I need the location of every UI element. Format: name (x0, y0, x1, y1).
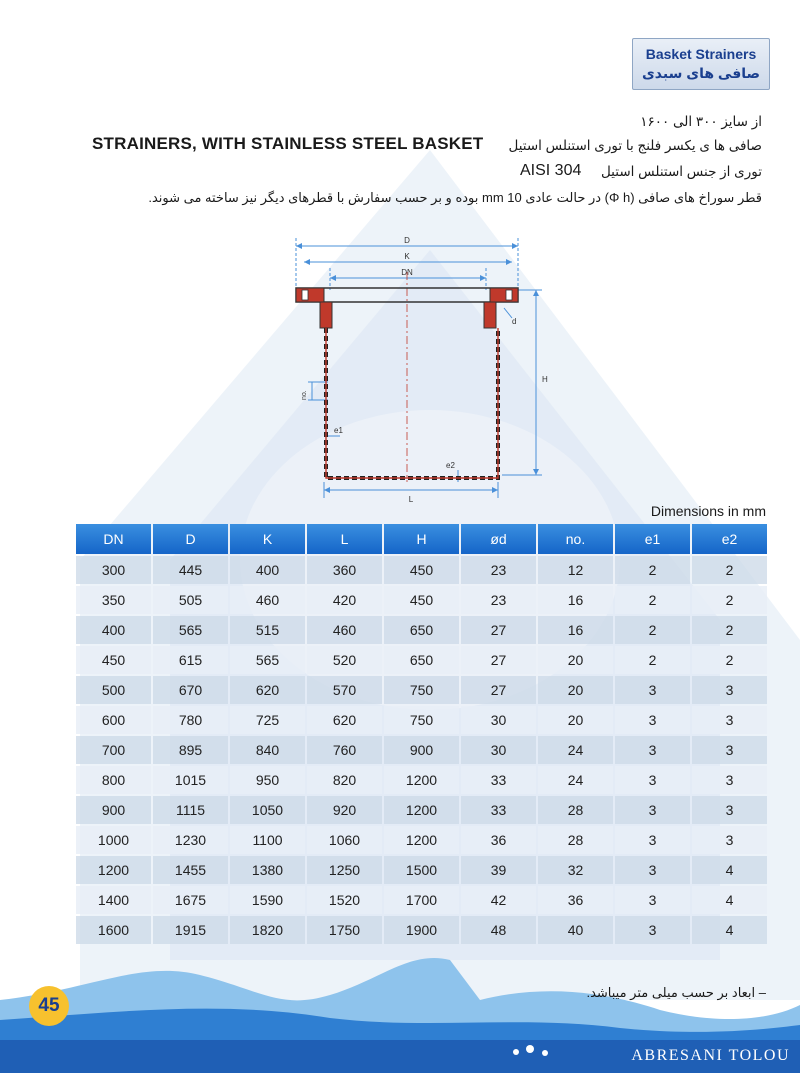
section-badge (632, 38, 770, 90)
cell: 20 (538, 706, 613, 734)
cell: 670 (153, 676, 228, 704)
col-header-k: K (230, 524, 305, 554)
label-e1: e1 (334, 426, 343, 435)
cell: 3 (692, 736, 767, 764)
cell: 2 (615, 646, 690, 674)
cell: 1520 (307, 886, 382, 914)
cell: 3 (615, 826, 690, 854)
col-header-no: no. (538, 524, 613, 554)
col-header-e1: e1 (615, 524, 690, 554)
cell: 780 (153, 706, 228, 734)
label-DN: DN (401, 268, 413, 277)
cell: 1750 (307, 916, 382, 944)
brand-name: ABRESANI TOLOU (631, 1047, 790, 1064)
cell: 1000 (76, 826, 151, 854)
cell: 4 (692, 916, 767, 944)
col-header-od: ød (461, 524, 536, 554)
cell: 40 (538, 916, 613, 944)
cell: 42 (461, 886, 536, 914)
cell: 895 (153, 736, 228, 764)
cell: 4 (692, 856, 767, 884)
cell: 445 (153, 556, 228, 584)
cell: 1915 (153, 916, 228, 944)
cell: 23 (461, 556, 536, 584)
cell: 2 (692, 586, 767, 614)
cell: 750 (384, 676, 459, 704)
cell: 800 (76, 766, 151, 794)
table-row (76, 646, 767, 674)
col-header-e2: e2 (692, 524, 767, 554)
cell: 620 (307, 706, 382, 734)
cell: 2 (615, 556, 690, 584)
basket-strainer-drawing (290, 232, 550, 507)
cell: 1050 (230, 796, 305, 824)
cell: 750 (384, 706, 459, 734)
cell: 565 (230, 646, 305, 674)
cell: 12 (538, 556, 613, 584)
cell: 36 (538, 886, 613, 914)
cell: 1200 (384, 766, 459, 794)
cell: 1400 (76, 886, 151, 914)
cell: 27 (461, 646, 536, 674)
cell: 460 (307, 616, 382, 644)
cell: 1115 (153, 796, 228, 824)
cell: 27 (461, 676, 536, 704)
cell: 3 (615, 886, 690, 914)
table-row (76, 826, 767, 854)
label-H: H (542, 375, 548, 384)
cell: 450 (384, 586, 459, 614)
cell: 520 (307, 646, 382, 674)
cell: 500 (76, 676, 151, 704)
cell: 1230 (153, 826, 228, 854)
cell: 1590 (230, 886, 305, 914)
cell: 2 (692, 646, 767, 674)
cell: 950 (230, 766, 305, 794)
cell: 620 (230, 676, 305, 704)
cell: 3 (615, 766, 690, 794)
col-header-dn: DN (76, 524, 151, 554)
cell: 3 (615, 676, 690, 704)
cell: 3 (692, 826, 767, 854)
cell: 1250 (307, 856, 382, 884)
table-header-row (76, 524, 767, 554)
cell: 460 (230, 586, 305, 614)
cell: 350 (76, 586, 151, 614)
cell: 3 (692, 676, 767, 704)
table-caption: Dimensions in mm (650, 503, 766, 519)
table-row (76, 736, 767, 764)
cell: 900 (76, 796, 151, 824)
page-title: STRAINERS, WITH STAINLESS STEEL BASKET (92, 134, 484, 153)
cell: 1675 (153, 886, 228, 914)
cell: 20 (538, 676, 613, 704)
cell: 760 (307, 736, 382, 764)
page-number-badge: 45 (29, 986, 69, 1026)
cell: 600 (76, 706, 151, 734)
cell: 840 (230, 736, 305, 764)
cell: 570 (307, 676, 382, 704)
table-row (76, 586, 767, 614)
cell: 3 (692, 796, 767, 824)
cell: 30 (461, 736, 536, 764)
cell: 20 (538, 646, 613, 674)
cell: 3 (615, 856, 690, 884)
table-row (76, 556, 767, 584)
label-K: K (404, 252, 410, 261)
cell: 505 (153, 586, 228, 614)
cell: 27 (461, 616, 536, 644)
table-row (76, 886, 767, 914)
cell: 1700 (384, 886, 459, 914)
cell: 1600 (76, 916, 151, 944)
cell: 16 (538, 586, 613, 614)
cell: 450 (76, 646, 151, 674)
cell: 36 (461, 826, 536, 854)
cell: 28 (538, 796, 613, 824)
cell: 1200 (384, 826, 459, 854)
col-header-l: L (307, 524, 382, 554)
badge-title-fa: صافی های سبدی (641, 65, 761, 81)
cell: 24 (538, 736, 613, 764)
cell: 1380 (230, 856, 305, 884)
cell: 820 (307, 766, 382, 794)
cell: 48 (461, 916, 536, 944)
cell: 33 (461, 796, 536, 824)
material-spec: AISI 304 (520, 162, 582, 179)
cell: 2 (615, 616, 690, 644)
cell: 33 (461, 766, 536, 794)
cell: 1100 (230, 826, 305, 854)
cell: 700 (76, 736, 151, 764)
cell: 3 (692, 706, 767, 734)
intro-flange-type: صافی ها ی یکسر فلنج با توری استنلس استیل (508, 138, 762, 153)
cell: 28 (538, 826, 613, 854)
intro-size-range: از سایز ۳۰۰ الی ۱۶۰۰ (640, 114, 762, 129)
table-row (76, 676, 767, 704)
cell: 650 (384, 646, 459, 674)
table-row (76, 706, 767, 734)
label-L: L (408, 495, 414, 504)
table-row (76, 616, 767, 644)
label-no: no. (301, 390, 308, 400)
cell: 515 (230, 616, 305, 644)
cell: 300 (76, 556, 151, 584)
table-row (76, 856, 767, 884)
cell: 30 (461, 706, 536, 734)
cell: 23 (461, 586, 536, 614)
cell: 900 (384, 736, 459, 764)
cell: 1200 (76, 856, 151, 884)
cell: 1200 (384, 796, 459, 824)
cell: 615 (153, 646, 228, 674)
cell: 1500 (384, 856, 459, 884)
cell: 650 (384, 616, 459, 644)
cell: 1455 (153, 856, 228, 884)
dimensions-table (74, 522, 769, 946)
cell: 1015 (153, 766, 228, 794)
cell: 565 (153, 616, 228, 644)
cell: 16 (538, 616, 613, 644)
label-e2: e2 (446, 461, 455, 470)
col-header-d: D (153, 524, 228, 554)
cell: 2 (615, 586, 690, 614)
cell: 3 (615, 796, 690, 824)
cell: 400 (76, 616, 151, 644)
intro-mesh-material: توری از جنس استنلس استیل (600, 164, 762, 179)
col-header-h: H (384, 524, 459, 554)
cell: 2 (692, 556, 767, 584)
cell: 1820 (230, 916, 305, 944)
label-d: d (512, 317, 517, 326)
cell: 4 (692, 886, 767, 914)
cell: 32 (538, 856, 613, 884)
cell: 2 (692, 616, 767, 644)
cell: 3 (615, 706, 690, 734)
badge-title-en: Basket Strainers (645, 46, 757, 62)
cell: 24 (538, 766, 613, 794)
cell: 920 (307, 796, 382, 824)
cell: 1060 (307, 826, 382, 854)
units-note: – ابعاد بر حسب میلی متر میباشد. (586, 985, 766, 1000)
intro-hole-diameter: قطر سوراخ های صافی (Φ h) در حالت عادی 10 mm بوده و بر حسب سفارش با قطرهای دیگر نیز ساخته می شوند. (148, 190, 762, 205)
label-D: D (404, 236, 410, 245)
cell: 1900 (384, 916, 459, 944)
cell: 3 (615, 736, 690, 764)
cell: 3 (692, 766, 767, 794)
table-row (76, 796, 767, 824)
cell: 360 (307, 556, 382, 584)
table-row (76, 916, 767, 944)
cell: 420 (307, 586, 382, 614)
cell: 400 (230, 556, 305, 584)
cell: 450 (384, 556, 459, 584)
table-row (76, 766, 767, 794)
cell: 3 (615, 916, 690, 944)
cell: 39 (461, 856, 536, 884)
cell: 725 (230, 706, 305, 734)
